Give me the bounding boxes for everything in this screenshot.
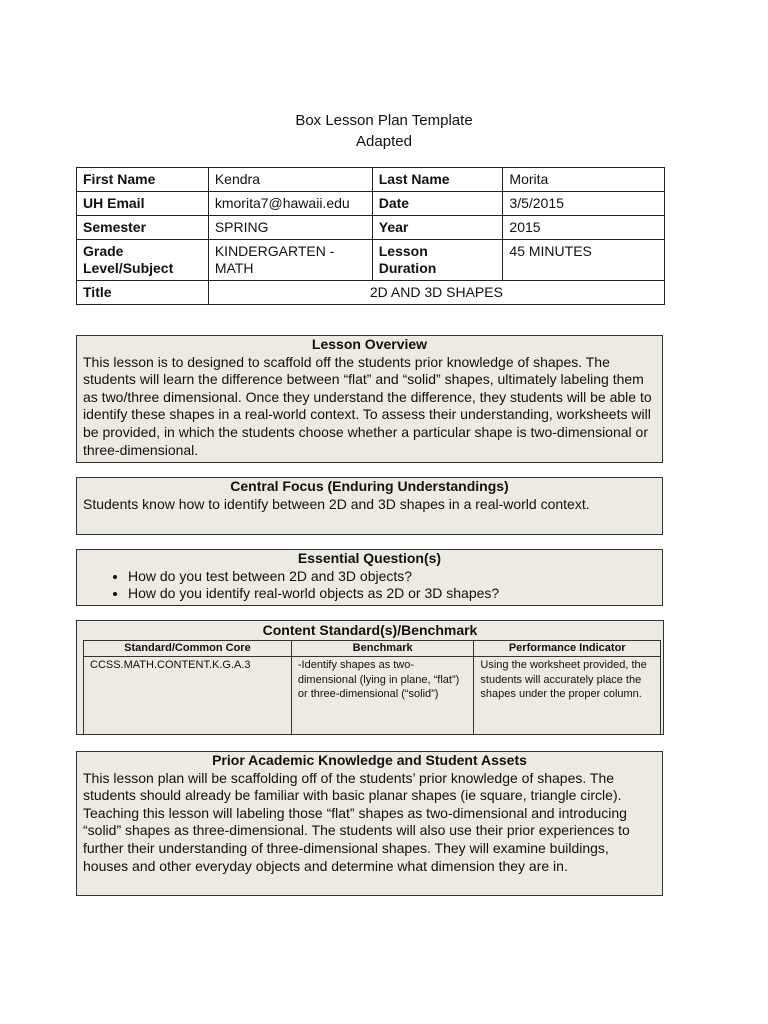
standard-cell: CCSS.MATH.CONTENT.K.G.A.3 (84, 657, 292, 735)
grade-label (77, 240, 209, 281)
grade-value (208, 240, 372, 281)
info-row-name (77, 168, 665, 192)
email-label: UH Email (77, 192, 209, 216)
essential-questions-list (77, 568, 662, 603)
info-row-semester (77, 216, 665, 240)
grade-value-line-2: MATH (214, 260, 254, 276)
content-standards-box (76, 620, 664, 735)
year-label: Year (372, 216, 503, 240)
lesson-overview-box (76, 335, 663, 463)
duration-label (372, 240, 503, 281)
info-row-email (77, 192, 665, 216)
info-table (76, 167, 665, 305)
central-focus-box (76, 477, 663, 535)
first-name-label: First Name (77, 168, 209, 192)
date-value: 3/5/2015 (503, 192, 665, 216)
central-focus-heading: Central Focus (Enduring Understandings) (230, 478, 509, 494)
year-value: 2015 (503, 216, 665, 240)
last-name-value: Morita (503, 168, 665, 192)
central-focus-text: Students know how to identify between 2D and 3D shapes in a real-world context. (83, 495, 590, 512)
email-value: kmorita7@hawaii.edu (208, 192, 372, 216)
lesson-overview-text: This lesson is to designed to scaffold off the students prior knowledge of shapes. The students will learn the difference between “flat” and “solid” shapes, ultimately labeling them as two/three dimensional. Once they understand the difference, they students will be able to identify these shapes in a real-world context. To assess their understanding, worksheets will be provided, in which the students choose whether a particular shape is two-dimensional or three-dimensional. (83, 353, 652, 458)
document-title (0, 110, 768, 152)
info-row-title (77, 281, 665, 305)
benchmark-cell: -Identify shapes as two-dimensional (lying in plane, “flat”) or three-dimensional (“solid”) (291, 657, 474, 735)
standards-row (84, 657, 661, 735)
duration-label-line-2: Duration (378, 260, 437, 276)
content-standards-heading: Content Standard(s)/Benchmark (262, 622, 478, 638)
essential-questions-heading: Essential Question(s) (297, 550, 442, 566)
lesson-title-value: 2D AND 3D SHAPES (208, 281, 664, 305)
duration-value: 45 MINUTES (503, 240, 665, 281)
grade-label-line-2: Level/Subject (83, 260, 174, 276)
last-name-label: Last Name (372, 168, 503, 192)
standards-table (83, 640, 661, 735)
standards-column-header: Benchmark (291, 641, 474, 657)
prior-knowledge-text: This lesson plan will be scaffolding off of the students’ prior knowledge of shapes. The students should already be familiar with basic planar shapes (ie square, triangle circle). Teaching this lesson will labeling those “flat” shapes as two-dimensional and introducing “solid” shapes as three-dimensional. The students will also use their prior experiences to further their understanding of three-dimensional shapes. They will examine buildings, houses and other everyday objects and determine what dimension they are in. (83, 769, 630, 874)
essential-question-item: • How do you test between 2D and 3D objects? (128, 568, 662, 586)
standards-column-header: Standard/Common Core (84, 641, 292, 657)
date-label: Date (372, 192, 503, 216)
essential-question-item: • How do you identify real-world objects as 2D or 3D shapes? (128, 585, 662, 603)
standards-header-row (84, 641, 661, 657)
grade-value-line-1: KINDERGARTEN - (214, 243, 335, 259)
prior-knowledge-heading: Prior Academic Knowledge and Student Assets (212, 752, 527, 768)
lesson-title-label: Title (77, 281, 209, 305)
semester-value: SPRING (208, 216, 372, 240)
title-line-1: Box Lesson Plan Template (295, 112, 473, 129)
info-row-grade (77, 240, 665, 281)
performance-indicator-cell: Using the worksheet provided, the students will accurately place the shapes under the proper column. (474, 657, 661, 735)
essential-questions-box (76, 549, 663, 606)
title-line-2: Adapted (356, 133, 412, 150)
first-name-value: Kendra (208, 168, 372, 192)
prior-knowledge-box (76, 751, 663, 896)
grade-label-line-1: Grade (83, 243, 124, 259)
semester-label: Semester (77, 216, 209, 240)
standards-column-header: Performance Indicator (474, 641, 661, 657)
lesson-overview-heading: Lesson Overview (311, 336, 428, 352)
duration-label-line-1: Lesson (378, 243, 428, 259)
